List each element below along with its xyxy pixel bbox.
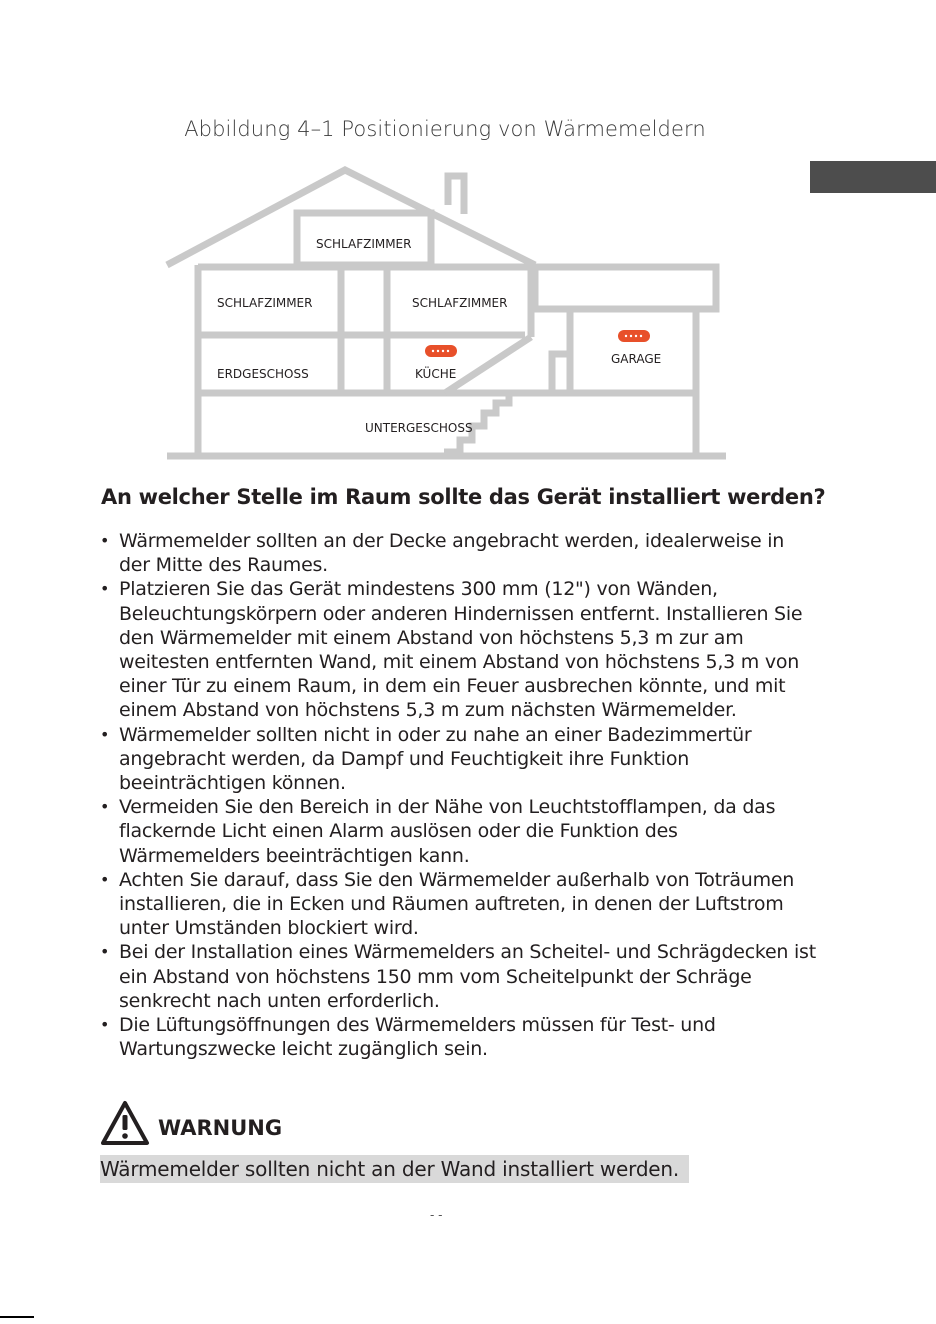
warning-triangle-icon — [100, 1100, 150, 1146]
bullet-marker: • — [100, 1015, 110, 1035]
garage-heat-detector-icon — [618, 330, 650, 342]
list-item-text: Vermeiden Sie den Bereich in der Nähe von Leuchtstofflampen, da das flackernde Licht einen Alarm auslösen oder die Funktion des Wärmemelders beeinträchtigen kann. — [119, 796, 776, 867]
room-label-garage: GARAGE — [611, 352, 662, 366]
bullet-marker: • — [100, 869, 110, 889]
bullet-marker: • — [100, 579, 110, 599]
list-item — [100, 723, 820, 796]
room-label-attic-bedroom: SCHLAFZIMMER — [316, 237, 412, 251]
section-heading: An welcher Stelle im Raum sollte das Gerät installiert werden? — [101, 485, 826, 509]
list-item — [100, 868, 820, 941]
corner-crop-mark — [0, 1316, 34, 1318]
chimney — [448, 176, 464, 214]
list-item-text: Wärmemelder sollten an der Decke angebracht werden, idealerweise in der Mitte des Raumes. — [119, 530, 785, 577]
list-item-text: Die Lüftungsöffnungen des Wärmemelders müssen für Test- und Wartungszwecke leicht zugänglich sein. — [119, 1014, 716, 1061]
list-item — [100, 940, 820, 1013]
bullet-marker: • — [100, 531, 110, 550]
list-item — [100, 1013, 820, 1061]
bullet-marker: • — [100, 724, 110, 744]
warning-text: Wärmemelder sollten nicht an der Wand installiert werden. — [100, 1155, 689, 1183]
list-item — [100, 529, 820, 577]
installation-guidelines-list — [100, 529, 820, 1061]
side-tab-marker — [810, 161, 936, 193]
list-item-text: Bei der Installation eines Wärmemelders an Scheitel- und Schrägdecken ist ein Abstand von höchstens 150 mm vom Scheitelpunkt der Schräge senkrecht nach unten erforderlich. — [119, 941, 816, 1012]
house-diagram — [0, 160, 760, 465]
list-item-text: Platzieren Sie das Gerät mindestens 300 mm (12") von Wänden, Beleuchtungskörpern oder anderen Hindernissen entfernt. Installieren Sie den Wärmemelder mit einem Abstand von höchstens 5,3 m zur am weitesten entfernten Wand, mit einem Abstand von höchstens 5,3 m von einer Tür zu einem Raum, in dem ein Feuer ausbrechen könnte, und mit einem Abstand von höchstens 5,3 m zum nächsten Wärmemelder. — [119, 578, 803, 722]
list-item-text: Achten Sie darauf, dass Sie den Wärmemelder außerhalb von Toträumen installieren, die in Ecken und Räumen auftreten, in denen der Luftstrom unter Umständen blockiert wird. — [119, 868, 795, 940]
list-item — [100, 795, 820, 868]
room-label-basement: UNTERGESCHOSS — [365, 421, 473, 435]
bullet-marker: • — [100, 942, 110, 962]
list-item-text: Wärmemelder sollten nicht in oder zu nahe an einer Badezimmertür angebracht werden, da Dampf und Feuchtigkeit ihre Funktion beeinträchtigen können. — [119, 723, 752, 795]
room-label-bedroom-left: SCHLAFZIMMER — [217, 296, 313, 310]
list-item — [100, 577, 820, 722]
room-label-ground-floor: ERDGESCHOSS — [217, 367, 309, 381]
garage-upper-box — [535, 267, 716, 309]
figure-caption: Abbildung 4–1 Positionierung von Wärmemeldern — [184, 117, 706, 141]
warning-header — [100, 1100, 400, 1146]
bullet-marker: • — [100, 797, 110, 817]
room-label-kitchen: KÜCHE — [415, 367, 457, 381]
warning-title: WARNUNG — [158, 1116, 283, 1140]
kitchen-heat-detector-icon — [425, 345, 457, 357]
page-number-mark: - - — [430, 1208, 443, 1222]
room-label-bedroom-right: SCHLAFZIMMER — [412, 296, 508, 310]
